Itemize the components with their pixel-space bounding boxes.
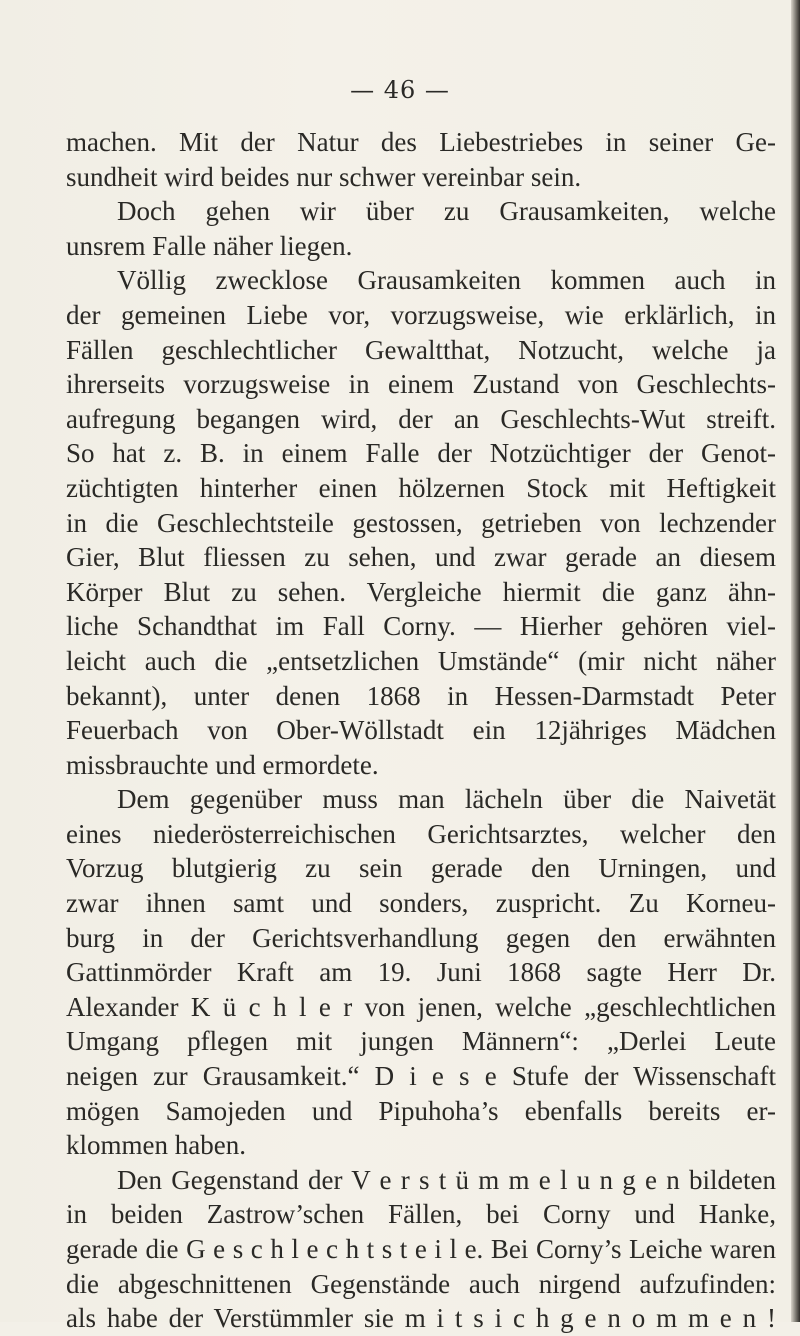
text-line: ihrerseits vorzugsweise in einem Zustand von Geschlechts- bbox=[66, 369, 776, 400]
text-line: in beiden Zastrow’schen Fällen, bei Corny und Hanke, bbox=[66, 1199, 776, 1230]
page-edge-shadow bbox=[791, 0, 800, 1322]
text-line: Gattinmörder Kraft am 19. Juni 1868 sagte Herr Dr. bbox=[66, 957, 776, 988]
text-line: machen. Mit der Natur des Liebestriebes in seiner Ge- bbox=[66, 127, 776, 157]
text-line: So hat z. B. in einem Falle der Notzüchtiger der Genot- bbox=[66, 438, 776, 469]
text-line: leicht auch die „entsetzlichen Umstände“ (mir nicht näher bbox=[66, 645, 776, 676]
text-line: Dem gegenüber muss man lächeln über die Naivetät bbox=[117, 784, 776, 815]
page-number-header: — 46 — bbox=[350, 76, 450, 104]
text-line: die abgeschnittenen Gegenstände auch nirgend aufzufinden: bbox=[66, 1268, 776, 1299]
text-line: Alexander K ü c h l e r von jenen, welche „geschlechtlichen bbox=[66, 991, 776, 1022]
text-line: Völlig zwecklose Grausamkeiten kommen auch in bbox=[117, 265, 776, 296]
text-line: unsrem Falle näher liegen. bbox=[66, 230, 353, 261]
text-line: klommen haben. bbox=[66, 1130, 246, 1161]
text-line: Körper Blut zu sehen. Vergleiche hiermit die ganz ähn- bbox=[66, 576, 776, 607]
text-line: als habe der Verstümmler sie m i t s i c h g e n o m m e n ! bbox=[66, 1303, 776, 1334]
text-line: mögen Samojeden und Pipuhoha’s ebenfalls bereits er- bbox=[66, 1095, 776, 1126]
text-line: gerade die G e s c h l e c h t s t e i l e. Bei Corny’s Leiche waren bbox=[66, 1234, 776, 1264]
text-line: Feuerbach von Ober-Wöllstadt ein 12jähriges Mädchen bbox=[66, 715, 776, 746]
text-line: in die Geschlechtsteile gestossen, getrieben von lechzender bbox=[66, 507, 776, 538]
body-text bbox=[66, 125, 776, 1336]
text-line: züchtigten hinterher einen hölzernen Stock mit Heftigkeit bbox=[66, 472, 776, 503]
text-line: burg in der Gerichtsverhandlung gegen den erwähnten bbox=[66, 922, 776, 953]
text-line: Vorzug blutgierig zu sein gerade den Urningen, und bbox=[66, 853, 776, 884]
text-line: Umgang pflegen mit jungen Männern“: „Derlei Leute bbox=[66, 1026, 776, 1057]
text-line: eines niederösterreichischen Gerichtsarztes, welcher den bbox=[66, 818, 776, 849]
text-line: neigen zur Grausamkeit.“ D i e s e Stufe der Wissenschaft bbox=[66, 1061, 776, 1092]
text-line: Den Gegenstand der V e r s t ü m m e l u n g e n bildeten bbox=[117, 1164, 776, 1195]
text-line: Fällen geschlechtlicher Gewaltthat, Notzucht, welche ja bbox=[66, 334, 776, 365]
text-line: Doch gehen wir über zu Grausamkeiten, welche bbox=[117, 196, 776, 227]
text-line: Gier, Blut fliessen zu sehen, und zwar gerade an diesem bbox=[66, 542, 776, 573]
text-line: missbrauchte und ermordete. bbox=[66, 749, 379, 780]
text-line: bekannt), unter denen 1868 in Hessen-Darmstadt Peter bbox=[66, 680, 776, 711]
text-line: zwar ihnen samt und sonders, zuspricht. Zu Korneu- bbox=[66, 888, 776, 919]
text-line: liche Schandthat im Fall Corny. — Hierher gehören viel- bbox=[66, 611, 776, 642]
text-line: aufregung begangen wird, der an Geschlechts-Wut streift. bbox=[66, 403, 776, 434]
text-line: sundheit wird beides nur schwer vereinbar sein. bbox=[66, 161, 582, 192]
text-line: der gemeinen Liebe vor, vorzugsweise, wie erklärlich, in bbox=[66, 299, 776, 330]
